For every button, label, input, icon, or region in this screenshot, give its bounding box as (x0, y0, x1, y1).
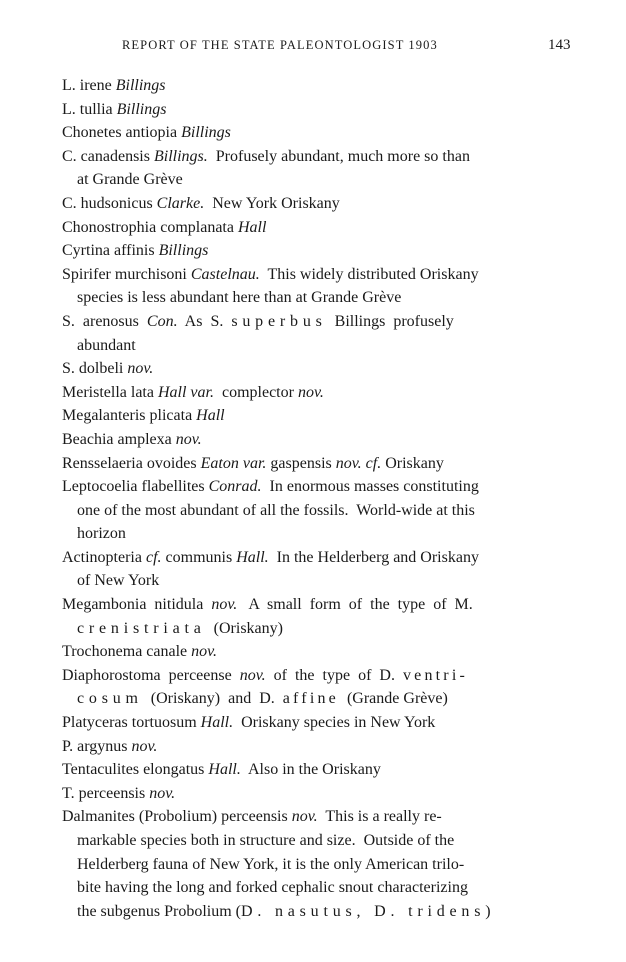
italic-text: Conrad. (208, 478, 262, 496)
italic-text: Billings (158, 242, 209, 260)
entry-continuation-line (62, 569, 582, 593)
entry-line (62, 640, 582, 664)
entry-line (62, 735, 582, 759)
entry-line (62, 239, 582, 263)
italic-text: Castelnau. (190, 265, 260, 283)
species-list (62, 74, 582, 923)
text: Billings profusely (326, 312, 454, 330)
entry-continuation-line (62, 900, 582, 924)
italic-text: Billings. (153, 147, 208, 165)
italic-text: nov. (191, 643, 218, 661)
text: As S. (177, 312, 232, 330)
italic-text: nov. (239, 666, 266, 684)
text: markable species both in structure and size. Outside of the (77, 832, 455, 849)
text: Oriskany (381, 454, 444, 472)
entry-continuation-line (62, 829, 582, 853)
entry-line (62, 452, 582, 476)
text: L. irene (62, 77, 116, 94)
text: Tentaculites elongatus (62, 761, 209, 779)
text: at Grande Grève (77, 171, 183, 189)
italic-text: Clarke. (156, 194, 205, 212)
text: S. dolbeli (62, 360, 128, 378)
entry-line (62, 546, 582, 570)
italic-text: nov. (211, 596, 238, 614)
entry-line (62, 192, 582, 216)
italic-text: nov. (175, 430, 202, 448)
text: one of the most abundant of all the fossils. World-wide at this (77, 501, 475, 519)
italic-text: Billings (116, 100, 167, 118)
text: C. hudsonicus (62, 194, 157, 212)
entry-line (62, 381, 582, 405)
italic-text: nov. cf. (335, 454, 382, 472)
spaced-text: cosum (77, 690, 143, 708)
text: complector (213, 383, 298, 401)
italic-text: Eaton var. (200, 454, 267, 472)
entry-line (62, 805, 582, 829)
text: This is a really re- (317, 808, 442, 826)
text: L. tullia (62, 100, 117, 118)
text: Profusely abundant, much more so than (207, 147, 470, 165)
running-header (0, 38, 626, 58)
spaced-text: affine (282, 690, 339, 708)
italic-text: nov. (127, 360, 154, 378)
page-number: 143 (548, 37, 571, 53)
text: Megambonia nitidula (62, 596, 212, 614)
entry-continuation-line (62, 499, 582, 523)
text: P. argynus (62, 737, 132, 755)
entry-continuation-line (62, 853, 582, 877)
text: the subgenus Probolium ( (77, 902, 241, 920)
header-title: REPORT OF THE STATE PALEONTOLOGIST 1903 (122, 38, 438, 52)
entry-line (62, 216, 582, 240)
text: horizon (77, 525, 126, 543)
text: Spirifer murchisoni (62, 265, 191, 283)
entry-line (62, 74, 582, 98)
text: ) (485, 902, 491, 920)
entry-continuation-line (62, 168, 582, 192)
text: Megalanteris plicata (62, 407, 197, 425)
entry-line (62, 145, 582, 169)
text: Rensselaeria ovoides (62, 454, 201, 472)
text: Actinopteria (62, 548, 146, 566)
text: S. arenosus (62, 312, 147, 330)
spaced-text: ventri- (402, 666, 469, 684)
text: In the Helderberg and Oriskany (268, 548, 479, 566)
text: New York Oriskany (204, 194, 340, 212)
text: Trochonema canale (62, 643, 192, 661)
text: Meristella lata (62, 383, 158, 401)
text: (Oriskany) and D. (142, 690, 283, 708)
text: (Grande Grève) (338, 690, 448, 708)
italic-text: nov. (291, 808, 318, 826)
italic-text: nov. (149, 784, 176, 802)
entry-line (62, 263, 582, 287)
text: species is less abundant here than at Grande Grève (77, 289, 402, 307)
italic-text: Billings (115, 77, 166, 94)
text: (Oriskany) (205, 619, 283, 637)
italic-text: cf. (145, 548, 162, 566)
entry-line (62, 121, 582, 145)
italic-text: Hall (196, 407, 225, 425)
text: Also in the Oriskany (240, 761, 381, 779)
spaced-text: crenistriata (77, 619, 206, 637)
entry-continuation-line (62, 617, 582, 641)
text: In enormous masses constituting (261, 478, 479, 496)
text: Oriskany species in New York (233, 714, 436, 732)
text: C. canadensis (62, 147, 154, 165)
spaced-text: superbus (231, 312, 327, 330)
italic-text: Hall. (208, 761, 241, 779)
text: gaspensis (266, 454, 336, 472)
text: abundant (77, 336, 136, 354)
text: Chonostrophia complanata (62, 218, 238, 236)
italic-text: nov. (131, 737, 158, 755)
entry-continuation-line (62, 876, 582, 900)
italic-text: Hall. (236, 548, 269, 566)
entry-line (62, 664, 582, 688)
text: Helderberg fauna of New York, it is the only American trilo- (77, 855, 465, 873)
entry-line (62, 782, 582, 806)
text: Beachia amplexa (62, 430, 176, 448)
spaced-text: D. nasutus, D. tridens (241, 902, 486, 920)
entry-line (62, 98, 582, 122)
italic-text: Hall (237, 218, 267, 236)
entry-continuation-line (62, 522, 582, 546)
text: of the type of D. (265, 666, 403, 684)
entry-line (62, 310, 582, 334)
text: Cyrtina affinis (62, 242, 159, 260)
entry-line (62, 357, 582, 381)
text: bite having the long and forked cephalic snout characterizing (77, 879, 468, 897)
italic-text: Hall. (200, 714, 234, 732)
text: T. perceensis (62, 784, 150, 802)
entry-line (62, 593, 582, 617)
text: Platyceras tortuosum (62, 714, 201, 732)
italic-text: nov. (297, 383, 324, 401)
entry-continuation-line (62, 687, 582, 711)
text: A small form of the type of M. (237, 596, 473, 614)
text: communis (161, 548, 237, 566)
entry-line (62, 711, 582, 735)
text: Chonetes antiopia (62, 124, 182, 142)
italic-text: Con. (146, 312, 178, 330)
text: Diaphorostoma perceense (62, 666, 240, 684)
entry-continuation-line (62, 334, 582, 358)
text: of New York (77, 572, 160, 590)
entry-line (62, 758, 582, 782)
text: This widely distributed Oriskany (259, 265, 479, 283)
text: Dalmanites (Probolium) perceensis (62, 808, 292, 826)
entry-continuation-line (62, 286, 582, 310)
entry-line (62, 428, 582, 452)
text: Leptocoelia flabellites (62, 478, 209, 496)
italic-text: Billings (181, 124, 231, 142)
italic-text: Hall var. (157, 383, 214, 401)
entry-line (62, 404, 582, 428)
entry-line (62, 475, 582, 499)
